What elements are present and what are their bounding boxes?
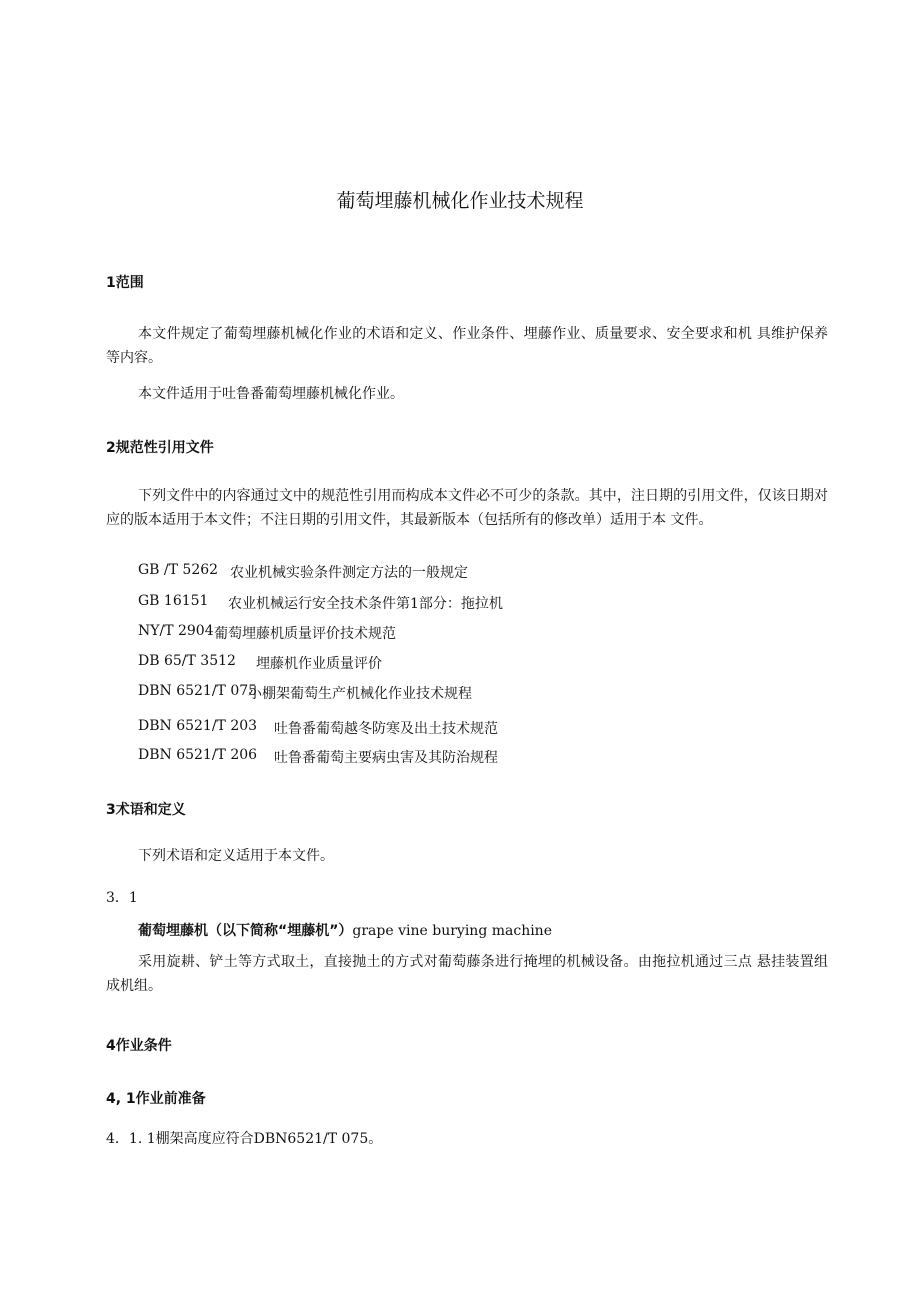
reference-item — [138, 683, 472, 702]
clause-4-1-1: 4．1. 1棚架高度应符合DBN6521/T 075。 — [106, 1131, 383, 1147]
subsection-4-1-heading: 4, 1作业前准备 — [106, 1091, 206, 1107]
term-entry — [138, 920, 552, 940]
reference-name: 农业机械实验条件测定方法的一般规定 — [230, 565, 468, 581]
reference-item — [138, 653, 382, 672]
reference-code: DB 65/T 3512 — [138, 653, 236, 669]
section-1-paragraph-1: 本文件规定了葡萄埋藤机械化作业的术语和定义、作业条件、埋藤作业、质量要求、安全要求和机 具维护保养等内容。 — [106, 326, 828, 366]
reference-code: GB /T 5262 — [138, 562, 219, 578]
reference-item — [138, 747, 498, 766]
term-english: grape vine burying machine — [352, 923, 552, 939]
reference-item — [138, 593, 503, 612]
reference-code: DBN 6521/T 075 — [138, 683, 258, 699]
section-2-heading: 2规范性引用文件 — [106, 440, 214, 456]
reference-item — [138, 718, 498, 737]
section-3-paragraph-1: 下列术语和定义适用于本文件。 — [138, 848, 334, 864]
term-chinese: 葡萄埋藤机（以下简称“埋藤机”） — [138, 923, 353, 939]
section-2-paragraph-1: 下列文件中的内容通过文中的规范性引用而构成本文件必不可少的条款。其中，注日期的引用文件，仅该日期对应的版本适用于本文件；不注日期的引用文件，其最新版本（包括所有的修改单）适用于本 文件。 — [106, 488, 828, 528]
reference-name: 农业机械运行安全技术条件第1部分：拖拉机 — [228, 596, 503, 612]
section-1-paragraph-2: 本文件适用于吐鲁番葡萄埋藤机械化作业。 — [138, 386, 404, 402]
reference-code: NY/T 2904 — [138, 623, 214, 639]
page-title: 葡萄埋藤机械化作业技术规程 — [336, 190, 584, 212]
section-3-heading: 3术语和定义 — [106, 802, 186, 818]
reference-code: DBN 6521/T 206 — [138, 747, 258, 763]
clause-number: 3．1 — [106, 890, 138, 906]
section-4-heading: 4作业条件 — [106, 1038, 172, 1054]
reference-code: DBN 6521/T 203 — [138, 718, 258, 734]
reference-name: 葡萄埋藤机质量评价技术规范 — [214, 626, 396, 642]
reference-name: 小棚架葡萄生产机械化作业技术规程 — [248, 686, 472, 702]
reference-name: 埋藤机作业质量评价 — [256, 656, 382, 672]
reference-code: GB 16151 — [138, 593, 209, 609]
reference-item — [138, 623, 396, 642]
reference-name: 吐鲁番葡萄越冬防寒及出土技术规范 — [274, 721, 498, 737]
section-1-heading: 1范围 — [106, 275, 144, 291]
reference-name: 吐鲁番葡萄主要病虫害及其防治规程 — [274, 750, 498, 766]
reference-item — [138, 562, 468, 581]
term-definition: 采用旋耕、铲土等方式取土，直接抛土的方式对葡萄藤条进行掩埋的机械设备。由拖拉机通过三点 悬挂装置组成机组。 — [106, 954, 828, 994]
